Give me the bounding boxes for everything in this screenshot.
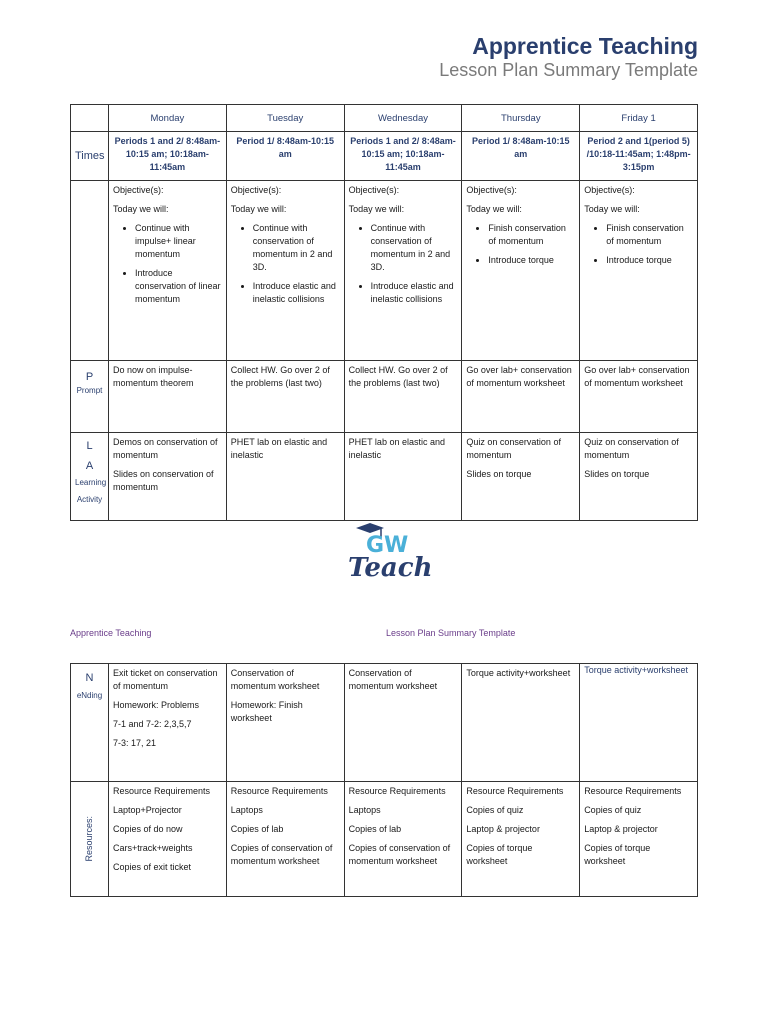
objective-item: • Introduce elastic and inelastic collisions [371, 280, 458, 306]
resource-heading: Resource Requirements [466, 786, 564, 796]
objective-list [466, 222, 575, 267]
objective-item: • Introduce torque [488, 254, 575, 267]
objective-cell [580, 181, 698, 361]
objective-heading: Objective(s): [584, 185, 635, 195]
ending-item: 7-1 and 7-2: 2,3,5,7 [113, 719, 192, 729]
resource-heading: Resource Requirements [113, 786, 211, 796]
times-cell: Period 1/ 8:48am-10:15 am [462, 132, 580, 181]
prompt-row [71, 361, 698, 433]
resource-heading: Resource Requirements [230, 786, 328, 796]
prompt-letter: P [85, 371, 94, 383]
ending-item: Homework: Finish worksheet [230, 700, 303, 723]
objective-cell [109, 181, 227, 361]
ending-item: 7-3: 17, 21 [113, 738, 157, 748]
resource-heading: Resource Requirements [584, 786, 682, 796]
learning-item: Slides on conservation of momentum [113, 469, 214, 492]
resource-item: Copies of quiz [466, 805, 524, 815]
resource-cell [226, 782, 344, 897]
resource-item: Laptops [348, 805, 381, 815]
resource-item: Copies of conservation of momentum worksheet [230, 843, 333, 866]
objective-item: • Introduce torque [606, 254, 693, 267]
objective-list [349, 222, 458, 306]
objective-lead: Today we will: [584, 204, 640, 214]
resource-item: Copies of exit ticket [113, 862, 192, 872]
resource-cell [462, 782, 580, 897]
times-row [71, 132, 698, 181]
ending-cell [109, 664, 227, 782]
resource-item: Copies of lab [348, 824, 402, 834]
objective-list [231, 222, 340, 306]
learning-item: Demos on conservation of momentum [113, 437, 218, 460]
objectives-label-cell [71, 181, 109, 361]
document-title: Apprentice Teaching [472, 33, 698, 59]
resources-label-cell [71, 782, 109, 897]
times-cell: Periods 1 and 2/ 8:48am-10:15 am; 10:18am-11:45am [109, 132, 227, 181]
objective-heading: Objective(s): [466, 185, 517, 195]
objective-cell [462, 181, 580, 361]
objective-list [113, 222, 222, 306]
day-header: Wednesday [344, 105, 462, 132]
resource-item: Copies of torque worksheet [584, 843, 651, 866]
learning-item: PHET lab on elastic and inelastic [230, 437, 328, 460]
objective-item: • Finish conservation of momentum [488, 222, 575, 248]
resource-item: Laptop & projector [584, 824, 658, 834]
objective-cell [226, 181, 344, 361]
graduation-cap-icon [356, 523, 384, 533]
resources-row [71, 782, 698, 897]
ending-cell [580, 664, 698, 782]
resource-item: Copies of quiz [584, 805, 642, 815]
objective-list [584, 222, 693, 267]
resource-item: Copies of lab [230, 824, 284, 834]
document-header [439, 33, 698, 81]
learning-item: Slides on torque [466, 469, 532, 479]
prompt-cell: Go over lab+ conservation of momentum worksheet [580, 361, 698, 433]
objective-item: • Continue with impulse+ linear momentum [135, 222, 222, 261]
resource-cell [344, 782, 462, 897]
ending-cell [462, 664, 580, 782]
objective-heading: Objective(s): [348, 185, 400, 195]
resource-item: Copies of torque worksheet [466, 843, 533, 866]
times-label: Times [71, 132, 109, 181]
ending-label-cell [71, 664, 109, 782]
resource-cell [580, 782, 698, 897]
corner-cell [71, 105, 109, 132]
times-cell: Periods 1 and 2/ 8:48am-10:15 am; 10:18am-11:45am [344, 132, 462, 181]
resource-item: Laptop & projector [466, 824, 540, 834]
learning-row [71, 433, 698, 521]
prompt-cell: Collect HW. Go over 2 of the problems (last two) [226, 361, 344, 433]
prompt-label-cell [71, 361, 109, 433]
objective-lead: Today we will: [113, 204, 169, 214]
objective-item: • Introduce elastic and inelastic collisions [253, 280, 340, 306]
ending-row [71, 664, 698, 782]
learning-cell [344, 433, 462, 521]
learning-item: Quiz on conservation of momentum [466, 437, 561, 460]
ending-cell [344, 664, 462, 782]
logo-teach-text: Teach [348, 553, 433, 582]
learning-item: Quiz on conservation of momentum [584, 437, 679, 460]
learning-item: Slides on torque [584, 469, 650, 479]
activity-label: Activity [76, 495, 103, 504]
ending-item: Conservation of momentum worksheet [230, 668, 320, 691]
learning-cell [226, 433, 344, 521]
lesson-plan-table-bottom [70, 663, 698, 897]
logo-gw-text: GW [366, 533, 409, 558]
resource-item: Cars+track+weights [113, 843, 193, 853]
lesson-plan-table-top [70, 104, 698, 521]
resources-label: Resources: [84, 816, 94, 862]
objective-heading: Objective(s): [230, 185, 282, 195]
learning-cell [109, 433, 227, 521]
footer-right: Lesson Plan Summary Template [386, 628, 516, 638]
ending-letter: N [85, 672, 94, 684]
times-cell: Period 2 and 1(period 5) /10:18-11:45am; 1:48pm-3:15pm [580, 132, 698, 181]
times-cell: Period 1/ 8:48am-10:15 am [226, 132, 344, 181]
learning-cell [580, 433, 698, 521]
ending-item: Exit ticket on conservation of momentum [113, 668, 218, 691]
prompt-cell: Go over lab+ conservation of momentum worksheet [462, 361, 580, 433]
objectives-row [71, 181, 698, 361]
day-header: Thursday [462, 105, 580, 132]
objective-lead: Today we will: [348, 204, 405, 214]
objective-item: • Continue with conservation of momentum in 2 and 3D. [371, 222, 458, 274]
objective-item: • Continue with conservation of momentum in 2 and 3D. [253, 222, 340, 274]
ending-label: eNding [76, 691, 103, 700]
day-header: Tuesday [226, 105, 344, 132]
ending-cell [226, 664, 344, 782]
learning-label: Learning [75, 478, 107, 487]
day-header-row [71, 105, 698, 132]
learning-label-cell [71, 433, 109, 521]
ending-item: Conservation of momentum worksheet [348, 668, 438, 691]
resource-item: Copies of conservation of momentum worksheet [348, 843, 451, 866]
objective-heading: Objective(s): [113, 185, 164, 195]
objective-item: • Introduce conservation of linear momentum [135, 267, 222, 306]
resource-item: Laptops [230, 805, 263, 815]
ending-item: Torque activity+worksheet [466, 668, 571, 678]
objective-item: • Finish conservation of momentum [606, 222, 693, 248]
objective-lead: Today we will: [466, 204, 522, 214]
learning-cell [462, 433, 580, 521]
ending-item: Homework: Problems [113, 700, 200, 710]
resource-cell [109, 782, 227, 897]
gw-teach-logo [344, 522, 440, 582]
learning-item: PHET lab on elastic and inelastic [348, 437, 445, 460]
day-header: Friday 1 [580, 105, 698, 132]
prompt-cell: Collect HW. Go over 2 of the problems (last two) [344, 361, 462, 433]
prompt-cell: Do now on impulse-momentum theorem [109, 361, 227, 433]
prompt-label: Prompt [76, 386, 103, 395]
learning-letter-l: L [86, 440, 93, 452]
document-subtitle: Lesson Plan Summary Template [439, 60, 698, 80]
resource-heading: Resource Requirements [348, 786, 446, 796]
day-header: Monday [109, 105, 227, 132]
ending-item: Torque activity+worksheet [584, 665, 688, 675]
objective-cell [344, 181, 462, 361]
objective-lead: Today we will: [230, 204, 287, 214]
learning-letter-a: A [85, 460, 94, 472]
resource-item: Copies of do now [113, 824, 183, 834]
resource-item: Laptop+Projector [113, 805, 182, 815]
footer-left: Apprentice Teaching [70, 628, 152, 638]
